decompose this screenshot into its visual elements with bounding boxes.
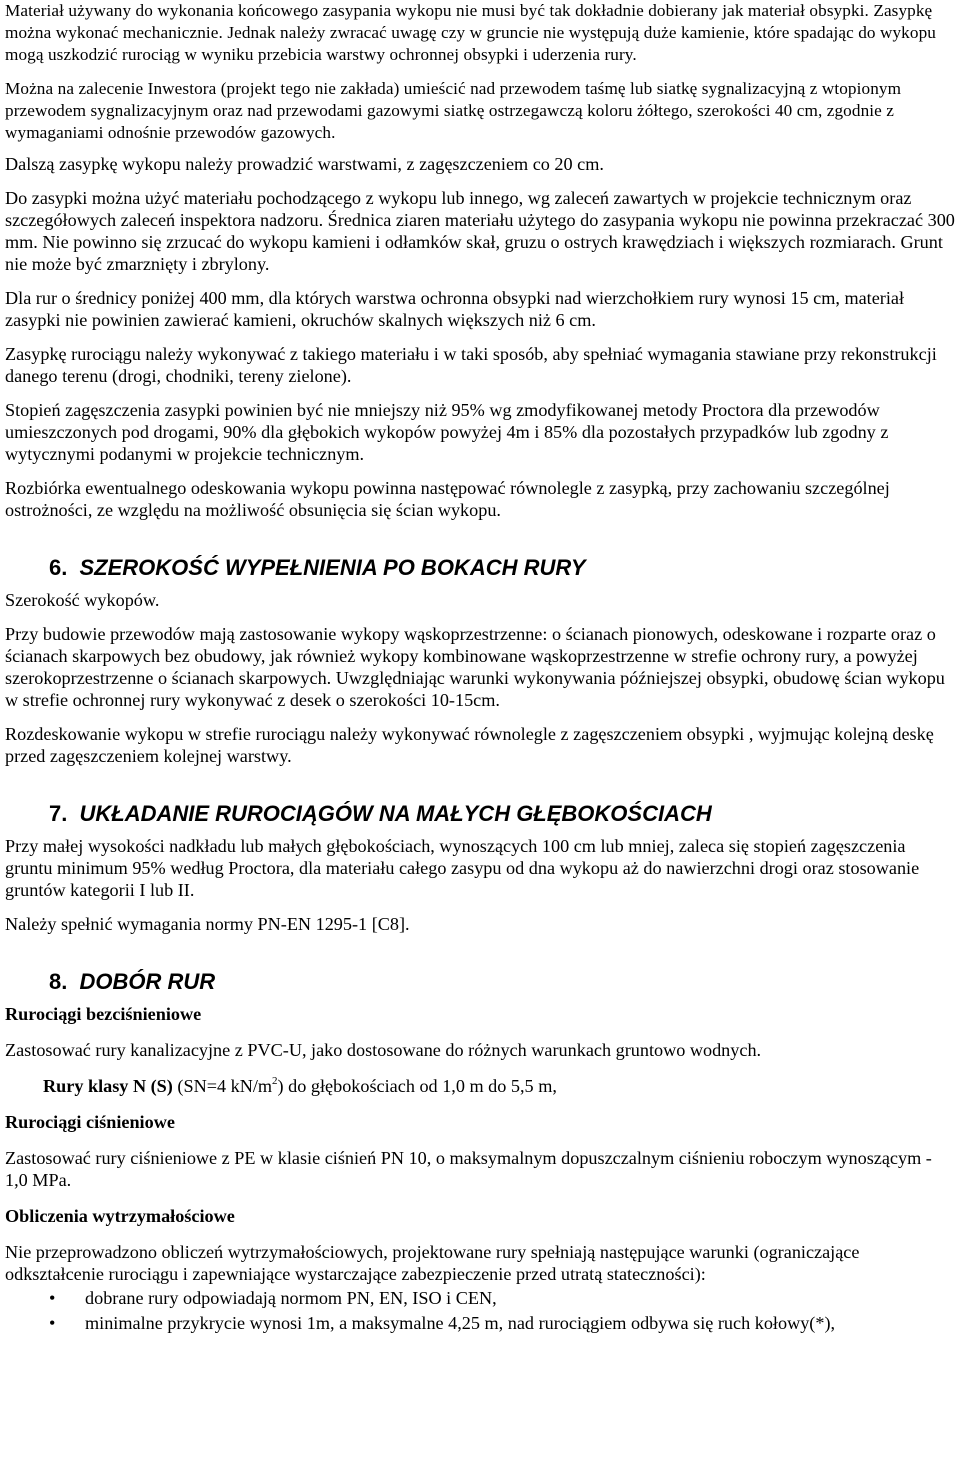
section-heading-6 bbox=[5, 555, 955, 581]
bullet-icon: • bbox=[49, 1313, 56, 1333]
pipe-class-pre: (SN=4 kN/m bbox=[172, 1076, 273, 1096]
paragraph-compaction: Stopień zagęszczenia zasypki powinien być nie mniejszy niż 95% wg zmodyfikowanej metody Proctora dla przewodów umieszczonych pod drogami, 90% dla głębokich wykopów powyżej 4m i 85% dla pozostałych przypadków lub zgodny z wytycznymi podanymi w projekcie technicznym. bbox=[5, 400, 889, 464]
subheading-gravity-pipes: Rurociągi bezciśnieniowe bbox=[5, 1004, 202, 1024]
paragraph-warning-tape: Można na zalecenie Inwestora (projekt tego nie zakłada) umieścić nad przewodem taśmę lub siatkę sygnalizacyjną z wtopionym przewodem sygnalizacyjnym oraz nad przewodami gazowymi siatkę ostrzegawczą koloru żółtego, szerokości 40 cm, zgodnie z wymaganiami odnośnie przewodów gazowych. bbox=[5, 79, 902, 142]
paragraph-pe-pipes: Zastosować rury ciśnieniowe z PE w klasie ciśnień PN 10, o maksymalnym dopuszczalnym ciśnieniu roboczym wynoszącym - 1,0 MPa. bbox=[5, 1148, 932, 1190]
pipe-class-label: Rury klasy N (S) bbox=[43, 1076, 173, 1096]
section-heading-7 bbox=[5, 801, 955, 827]
list-item bbox=[5, 1287, 955, 1309]
section-title: DOBÓR RUR bbox=[79, 969, 216, 994]
paragraph-shoring-removal: Rozbiórka ewentualnego odeskowania wykopu powinna następować równolegle z zasypką, przy zachowaniu szczególnej ostrożności, ze względu na możliwość obsunięcia się ścian wykopu. bbox=[5, 478, 890, 520]
section-title: UKŁADANIE RUROCIĄGÓW NA MAŁYCH GŁĘBOKOŚCIACH bbox=[79, 801, 712, 826]
list-item-text: dobrane rury odpowiadają normom PN, EN, ISO i CEN, bbox=[85, 1288, 497, 1308]
paragraph-trench-width: Szerokość wykopów. bbox=[5, 590, 160, 610]
section-number: 8. bbox=[49, 969, 68, 994]
list-item bbox=[5, 1312, 955, 1334]
paragraph-pipe-class bbox=[5, 1075, 955, 1097]
paragraph-reconstruction: Zasypkę rurociągu należy wykonywać z takiego materiału i w taki sposób, aby spełniać wymagania stawiane przy rekonstrukcji danego terenu (drogi, chodniki, tereny zielone). bbox=[5, 344, 937, 386]
paragraph-strength-conditions: Nie przeprowadzono obliczeń wytrzymałościowych, projektowane rury spełniają następujące warunki (ograniczające odkształcenie rurociągu i zapewniające wystarczające zabezpieczenie przed utratą stateczności): bbox=[5, 1242, 860, 1284]
section-number: 7. bbox=[49, 801, 68, 826]
paragraph-shallow-depth: Przy małej wysokości nadkładu lub małych głębokościach, wynoszących 100 cm lub mniej, zaleca się stopień zagęszczenia gruntu minimum 95% według Proctora, dla materiału całego zasypu od dna wykopu aż do nawierzchni drogi oraz stosowanie gruntów kategorii I lub II. bbox=[5, 836, 920, 900]
paragraph-backfill-material: Materiał używany do wykonania końcowego zasypania wykopu nie musi być tak dokładnie dobierany jak materiał obsypki. Zasypkę można wykonać mechanicznie. Jednak należy zwracać uwagę czy w gruncie nie występują duże kamienie, które spadając do wykopu mogą uszkodzić rurociąg w wyniku przebicia warstwy ochronnej obsypki i uderzenia rury. bbox=[5, 1, 936, 64]
section-title: SZEROKOŚĆ WYPEŁNIENIA PO BOKACH RURY bbox=[79, 555, 586, 580]
section-number: 6. bbox=[49, 555, 68, 580]
pipe-class-post: ) do głębokościach od 1,0 m do 5,5 m, bbox=[277, 1076, 557, 1096]
subheading-pressure-pipes: Rurociągi ciśnieniowe bbox=[5, 1112, 175, 1132]
conditions-list bbox=[5, 1287, 955, 1334]
paragraph-norm: Należy spełnić wymagania normy PN-EN 1295-1 [C8]. bbox=[5, 914, 410, 934]
list-item-text: minimalne przykrycie wynosi 1m, a maksymalne 4,25 m, nad rurociągiem odbywa się ruch kołowy(*), bbox=[85, 1313, 836, 1333]
paragraph-pvc-pipes: Zastosować rury kanalizacyjne z PVC-U, jako dostosowane do różnych warunkach gruntowo wodnych. bbox=[5, 1040, 762, 1060]
paragraph-deshoring: Rozdeskowanie wykopu w strefie rurociągu należy wykonywać równolegle z zagęszczeniem obsypki , wyjmując kolejną deskę przed zagęszczeniem kolejnej warstwy. bbox=[5, 724, 934, 766]
section-heading-8 bbox=[5, 969, 955, 995]
paragraph-backfill-source: Do zasypki można użyć materiału pochodzącego z wykopu lub innego, wg zaleceń zawartych w projekcie technicznym oraz szczegółowych zaleceń inspektora nadzoru. Średnica ziaren materiału użytego do zasypania wykopu nie powinna przekraczać 300 mm. Nie powinno się zrzucać do wykopu kamieni i odłamków skał, gruzu o ostrych krawędziach i większych rozmiarach. Grunt nie może być zmarznięty i zbrylony. bbox=[5, 188, 955, 274]
subheading-strength-calc: Obliczenia wytrzymałościowe bbox=[5, 1206, 235, 1226]
pipe-class-sup: 2 bbox=[272, 1074, 278, 1087]
document-page bbox=[5, 0, 955, 1337]
paragraph-small-pipes: Dla rur o średnicy poniżej 400 mm, dla których warstwa ochronna obsypki nad wierzchołkiem rury wynosi 15 cm, materiał zasypki nie powinien zawierać kamieni, okruchów skalnych większych niż 6 cm. bbox=[5, 288, 905, 330]
paragraph-layered-backfill: Dalszą zasypkę wykopu należy prowadzić warstwami, z zagęszczeniem co 20 cm. bbox=[5, 154, 604, 174]
bullet-icon: • bbox=[49, 1288, 56, 1308]
paragraph-narrow-trenches: Przy budowie przewodów mają zastosowanie wykopy wąskoprzestrzenne: o ścianach pionowych, odeskowane i rozparte oraz o ścianach skarpowych bez obudowy, jak również wykopy kombinowane wąskoprzestrzenne w strefie ochrony rury, a powyżej szerokoprzestrzenne o ścianach skarpowych. Uwzględniając warunki wykonywania późniejszej obsypki, obudowę ścian wykopu w strefie ochronnej rury wykonywać z desek o szerokości 10-15cm. bbox=[5, 624, 945, 710]
